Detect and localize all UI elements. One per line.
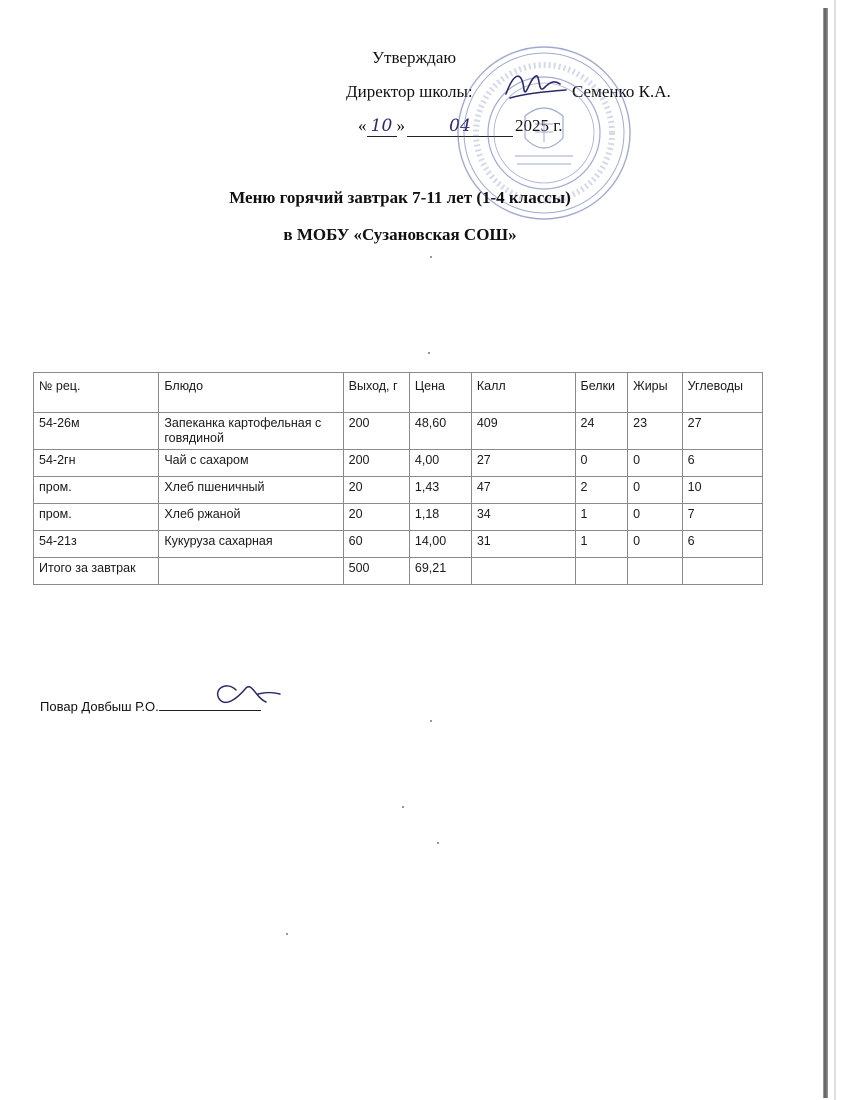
- header-carbs: Углеводы: [682, 373, 762, 413]
- date-open-quote: «: [358, 116, 367, 135]
- approval-title: Утверждаю: [372, 48, 457, 67]
- cell-price: 48,60: [409, 413, 471, 450]
- total-protein-empty: [575, 558, 628, 585]
- director-name: Семенко К.А.: [572, 82, 671, 101]
- cell-output: 60: [343, 531, 409, 558]
- cell-protein: 0: [575, 450, 628, 477]
- cell-fat: 0: [628, 450, 683, 477]
- cell-carbs: 7: [682, 504, 762, 531]
- cell-kcal: 31: [471, 531, 575, 558]
- total-kcal-empty: [471, 558, 575, 585]
- cell-code: 54-2гн: [34, 450, 159, 477]
- cell-kcal: 409: [471, 413, 575, 450]
- total-output: 500: [343, 558, 409, 585]
- total-carbs-empty: [682, 558, 762, 585]
- header-output: Выход, г: [343, 373, 409, 413]
- scan-speck: [430, 720, 432, 722]
- cell-dish: Чай с сахаром: [159, 450, 343, 477]
- table-row: [34, 531, 763, 558]
- cell-carbs: 6: [682, 531, 762, 558]
- scan-edge-shadow: [823, 8, 828, 1098]
- table-row: [34, 450, 763, 477]
- cell-output: 20: [343, 504, 409, 531]
- total-label: Итого за завтрак: [34, 558, 159, 585]
- cell-protein: 2: [575, 477, 628, 504]
- cell-dish: Хлеб пшеничный: [159, 477, 343, 504]
- cell-code: 54-21з: [34, 531, 159, 558]
- cell-fat: 0: [628, 504, 683, 531]
- cell-kcal: 27: [471, 450, 575, 477]
- date-close-quote: »: [396, 116, 405, 135]
- table-row: [34, 477, 763, 504]
- table-row: [34, 504, 763, 531]
- cell-carbs: 10: [682, 477, 762, 504]
- scan-speck: [430, 256, 432, 258]
- cell-price: 1,43: [409, 477, 471, 504]
- cell-protein: 1: [575, 504, 628, 531]
- cell-fat: 0: [628, 477, 683, 504]
- header-protein: Белки: [575, 373, 628, 413]
- cell-carbs: 27: [682, 413, 762, 450]
- cell-kcal: 34: [471, 504, 575, 531]
- cell-dish: Хлеб ржаной: [159, 504, 343, 531]
- table-row: [34, 413, 763, 450]
- total-dish-empty: [159, 558, 343, 585]
- menu-subtitle: в МОБУ «Сузановская СОШ»: [283, 225, 517, 244]
- cell-code: пром.: [34, 504, 159, 531]
- scan-speck: [402, 806, 404, 808]
- header-dish: Блюдо: [159, 373, 343, 413]
- cell-dish: Запеканка картофельная с говядиной: [159, 413, 343, 450]
- cell-protein: 24: [575, 413, 628, 450]
- director-signature-icon: [500, 64, 570, 106]
- cell-fat: 0: [628, 531, 683, 558]
- menu-title: Меню горячий завтрак 7-11 лет (1-4 классы): [229, 188, 571, 207]
- total-fat-empty: [628, 558, 683, 585]
- scan-speck: [286, 933, 288, 935]
- scan-speck: [428, 352, 430, 354]
- header-kcal: Калл: [471, 373, 575, 413]
- scan-edge-line: [834, 0, 836, 1100]
- cell-output: 200: [343, 450, 409, 477]
- cook-signature-icon: [206, 676, 286, 712]
- date-year: 2025 г.: [515, 116, 563, 135]
- director-label: Директор школы:: [346, 82, 473, 101]
- cell-carbs: 6: [682, 450, 762, 477]
- table-header-row: [34, 373, 763, 413]
- cell-price: 14,00: [409, 531, 471, 558]
- cell-protein: 1: [575, 531, 628, 558]
- cell-price: 1,18: [409, 504, 471, 531]
- cell-code: пром.: [34, 477, 159, 504]
- header-fat: Жиры: [628, 373, 683, 413]
- cell-dish: Кукуруза сахарная: [159, 531, 343, 558]
- date-month: 04: [407, 116, 513, 137]
- table-total-row: [34, 558, 763, 585]
- total-price: 69,21: [409, 558, 471, 585]
- cell-output: 200: [343, 413, 409, 450]
- cell-kcal: 47: [471, 477, 575, 504]
- menu-table: [33, 372, 763, 585]
- header-price: Цена: [409, 373, 471, 413]
- date-day: 10: [367, 116, 397, 137]
- cell-fat: 23: [628, 413, 683, 450]
- scan-speck: [437, 842, 439, 844]
- cell-price: 4,00: [409, 450, 471, 477]
- cook-label: Повар Довбыш Р.О.: [40, 699, 159, 714]
- cell-code: 54-26м: [34, 413, 159, 450]
- header-code: № рец.: [34, 373, 159, 413]
- cell-output: 20: [343, 477, 409, 504]
